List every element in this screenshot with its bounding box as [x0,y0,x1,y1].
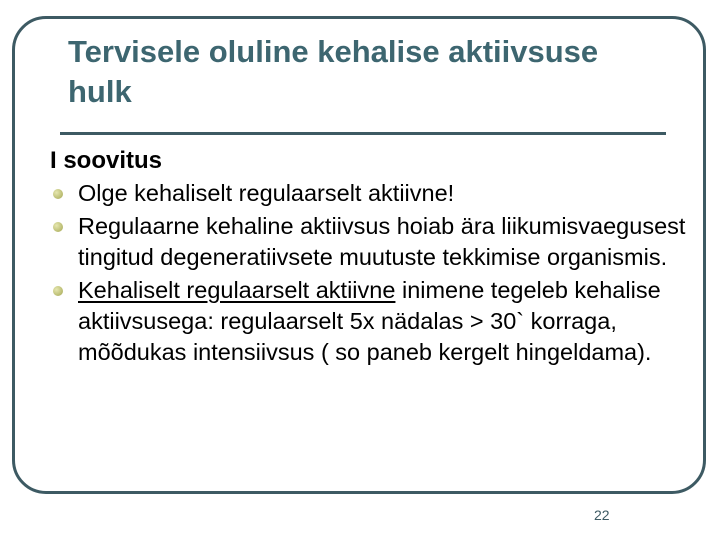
bullet-dot-icon [53,222,63,232]
bullet-dot-icon [53,286,63,296]
page-number: 22 [594,507,610,523]
title-divider [60,132,666,135]
bullet-dot-icon [53,189,63,199]
slide-title: Tervisele oluline kehalise aktiivsuse hulk [68,34,599,109]
bullet-underlined-term: Kehaliselt regulaarselt aktiivne [78,277,396,303]
bullet-text: inimene tegeleb kehalise aktiivsusega: regulaarselt 5x nädalas > 30` korraga, mõõdukas intensiivsus ( so paneb kergelt hingeldama). [78,277,661,365]
slide-content [50,146,690,370]
section-heading: I soovitus [50,147,163,174]
bullet-text: Regulaarne kehaline aktiivsus hoiab ära liikumisvaegusest tingitud degeneratiivsete muutuste tekkimise organismis. [78,213,686,270]
bullet-item-2 [50,211,690,273]
bullet-list [50,178,690,368]
bullet-text: Olge kehaliselt regulaarselt aktiivne! [78,180,455,206]
bullet-item-3 [50,275,690,368]
bullet-item-1 [50,178,690,209]
